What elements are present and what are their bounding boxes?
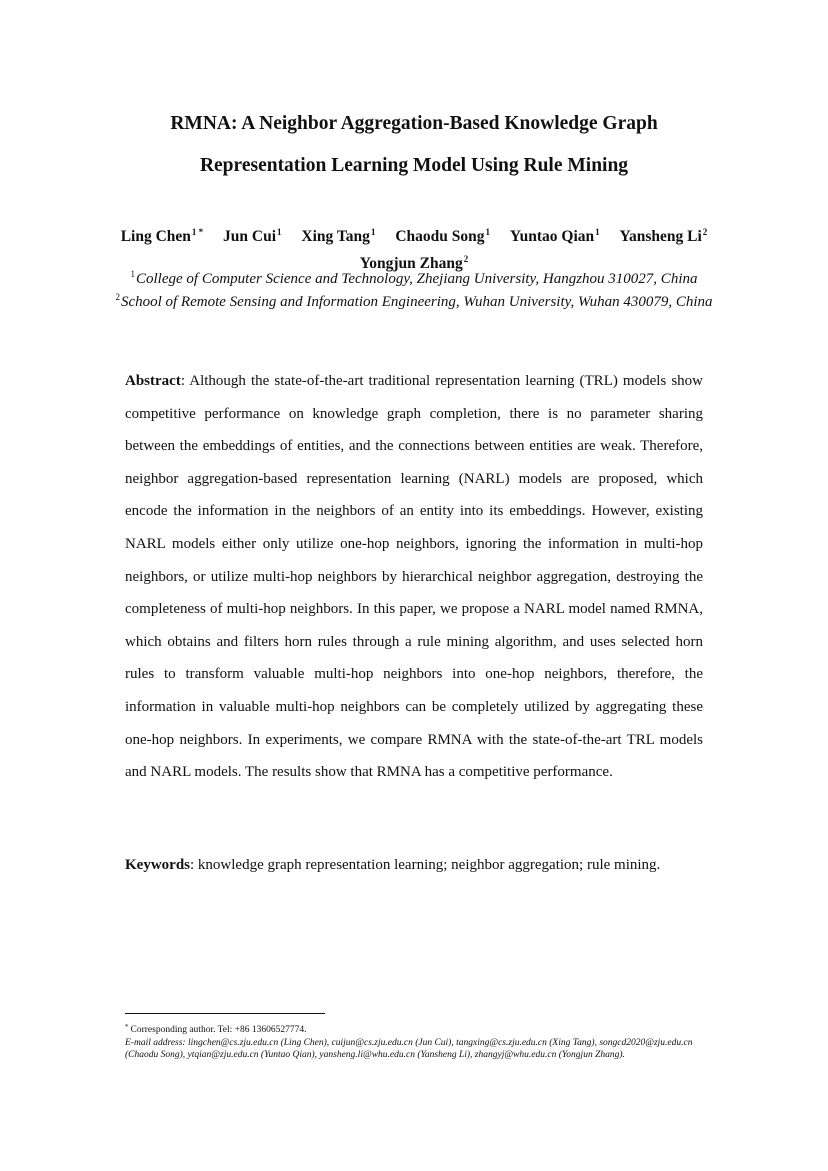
author [395,221,490,248]
footnote [125,1021,703,1062]
author-name: Xing Tang [301,228,370,245]
author-affiliation-mark: 1 [485,227,490,237]
keywords-text: : knowledge graph representation learning; neighbor aggregation; rule mining. [190,857,661,873]
author-name: Ling Chen [120,228,191,245]
author [510,221,600,248]
corresponding-author-note [125,1021,703,1037]
author-name: Chaodu Song [395,228,485,245]
author-affiliation-mark: 1 * [191,227,204,237]
author [223,221,282,248]
email-addresses: E-mail address: lingchen@cs.zju.edu.cn (Ling Chen), cuijun@cs.zju.edu.cn (Jun Cui), tangxing@cs.zju.edu.cn (Xing Tang), songcd2020@zju.edu.cn (Chaodu Song), ytqian@zju.edu.cn (Yuntao Qian), yansheng.li@whu.edu.cn (Yansheng Li), zhangyj@whu.edu.cn (Yongjun Zhang). [125,1037,693,1060]
author-affiliation-mark: 1 [370,227,376,237]
affiliation [100,286,728,313]
abstract-label: Abstract [125,373,181,389]
abstract-text: : Although the state-of-the-art traditional representation learning (TRL) models show competitive performance on knowledge graph completion, there is no parameter sharing between the embeddings of entities, and the connections between entities are weak. Therefore, neighbor aggregation-based representation learning (NARL) models are proposed, which encode the information in the neighbors of an entity into its embeddings. However, existing NARL models either only utilize one-hop neighbors, ignoring the information in multi-hop neighbors, or utilize multi-hop neighbors by hierarchical neighbor aggregation, destroying the completeness of multi-hop neighbors. In this paper, we propose a NARL model named RMNA, which obtains and filters horn rules through a rule mining algorithm, and uses selected horn rules to transform valuable multi-hop neighbors into one-hop neighbors, therefore, the information in valuable multi-hop neighbors can be completely utilized by aggregating these one-hop neighbors. In experiments, we compare RMNA with the state-of-the-art TRL models and NARL models. The results show that RMNA has a competitive performance. [125,373,703,781]
paper-title-line-2: Representation Learning Model Using Rule Mining [199,155,629,176]
author-affiliation-mark: 2 [702,227,708,237]
affiliation-mark: 2 [115,292,120,302]
author-affiliation-mark: 1 [595,227,600,237]
author-name: Yuntao Qian [509,228,595,245]
author-affiliation-mark: 1 [277,227,282,237]
author [121,221,203,248]
keywords-label: Keywords [125,857,190,873]
affiliation-text: School of Remote Sensing and Information Engineering, Wuhan University, Wuhan 430079, China [120,294,713,310]
affiliation-mark: 1 [130,269,135,279]
author-name: Yansheng Li [619,228,702,245]
author [620,221,708,248]
corresponding-author-text: Corresponding author. Tel: +86 13606527774. [130,1025,307,1035]
abstract-paragraph [125,365,703,789]
author-name: Jun Cui [223,228,277,245]
footnote-mark: * [125,1023,129,1031]
footnote-divider [125,1013,325,1014]
author-name: Yongjun Zhang [359,255,463,272]
affiliation-text: College of Computer Science and Technology, Zhejiang University, Hangzhou 310027, China [136,271,698,287]
author-affiliation-mark: 2 [463,254,469,264]
author [301,221,375,248]
keywords-paragraph [125,853,703,877]
paper-title-line-1: RMNA: A Neighbor Aggregation-Based Knowledge Graph [170,113,658,134]
